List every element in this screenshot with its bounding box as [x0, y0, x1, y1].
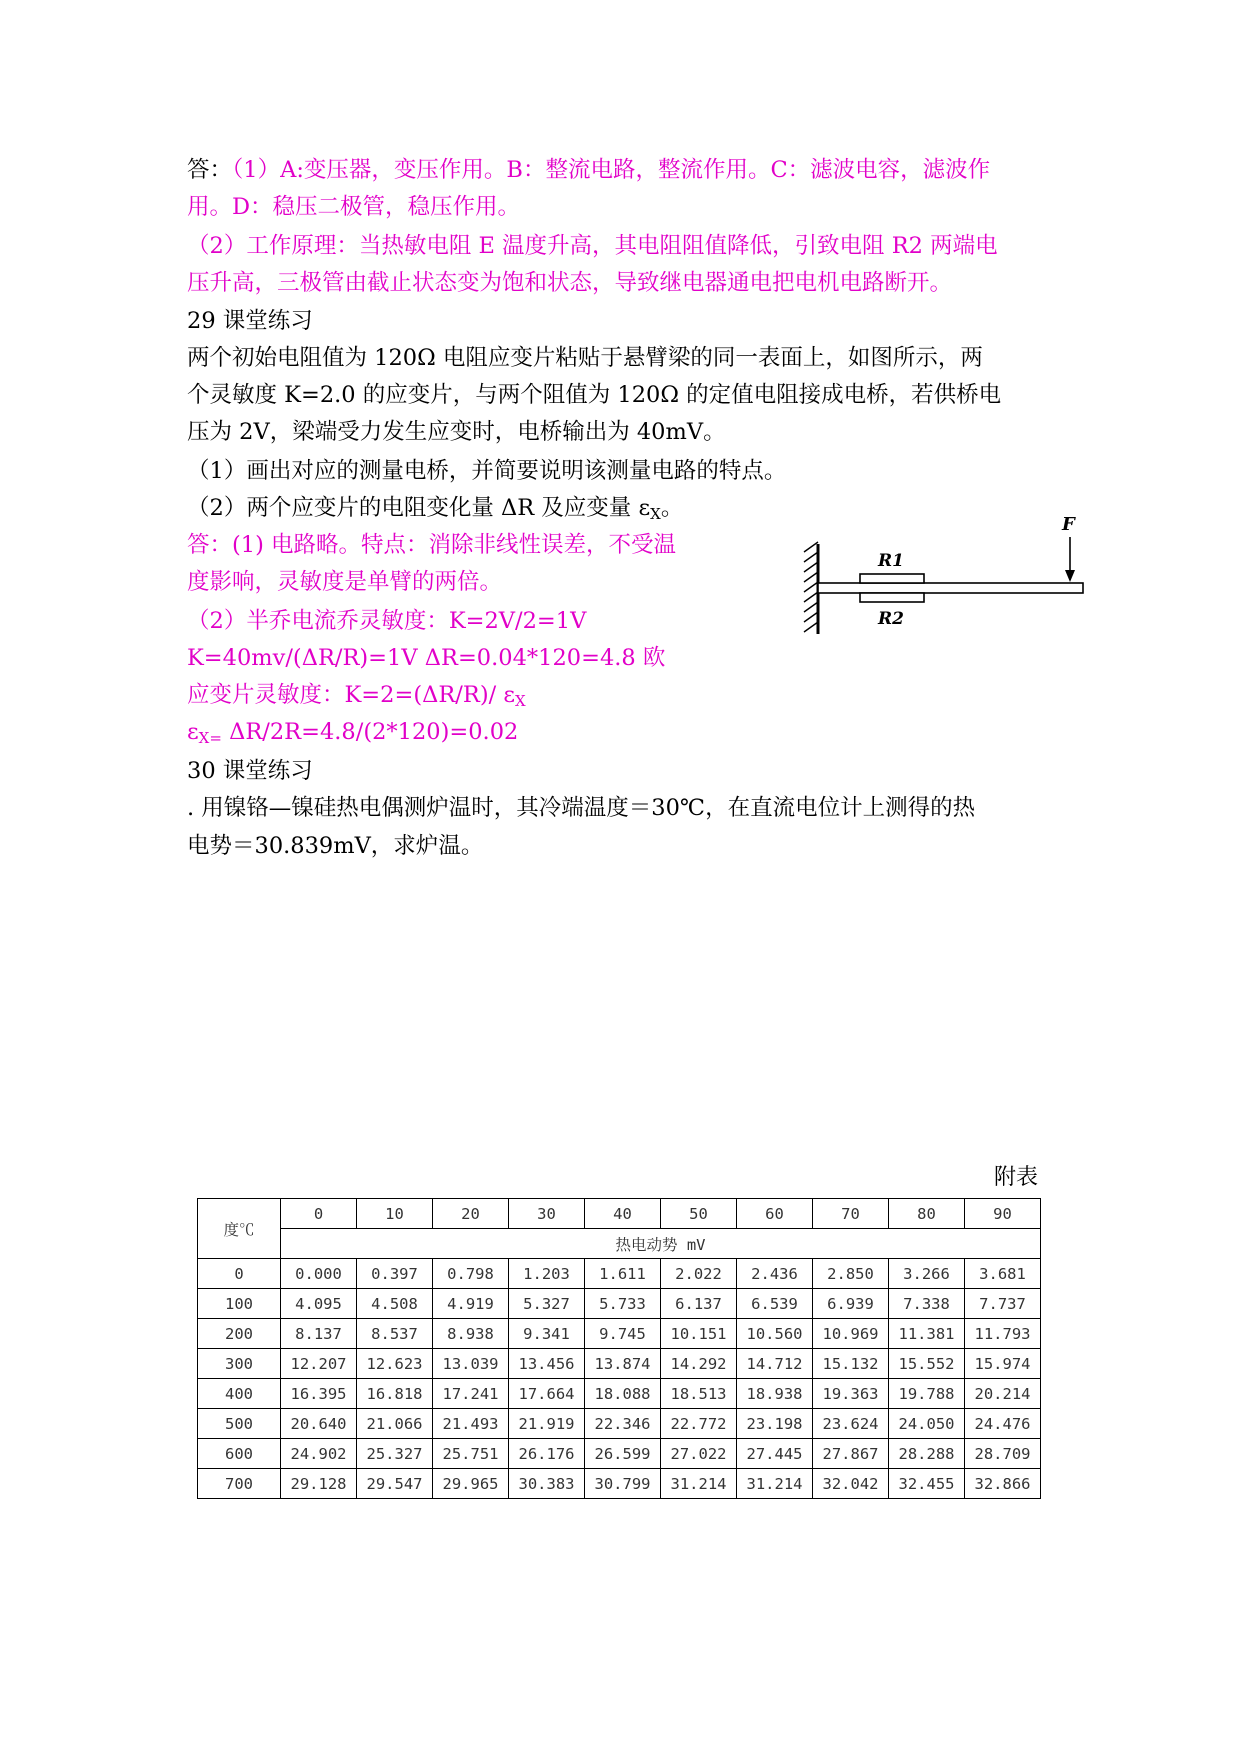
table-cell: 11.381 [889, 1319, 965, 1349]
line-text: （2）两个应变片的电阻变化量 ΔR 及应变量 ε [187, 495, 651, 521]
text-line [187, 453, 786, 490]
table-cell: 3.681 [965, 1259, 1041, 1289]
table-cell: 6.137 [661, 1289, 737, 1319]
table-cell: 8.537 [357, 1319, 433, 1349]
beam [818, 583, 1083, 593]
table-cell: 6.539 [737, 1289, 813, 1319]
line-text: 应变片灵敏度：K=2=(ΔR/R)/ ε [187, 682, 515, 708]
table-cell: 4.919 [433, 1289, 509, 1319]
table-cell: 29.128 [281, 1469, 357, 1499]
table-cell: 31.214 [661, 1469, 737, 1499]
table-cell: 8.938 [433, 1319, 509, 1349]
table-cell: 18.513 [661, 1379, 737, 1409]
thermocouple-table [197, 1198, 1041, 1499]
subheader-row [198, 1229, 1041, 1259]
text-line [187, 152, 990, 189]
table-cell: 13.456 [509, 1349, 585, 1379]
line-text: 两个初始电阻值为 120Ω 电阻应变片粘贴于悬臂梁的同一表面上，如图所示，两 [187, 345, 983, 371]
table-cell: 32.866 [965, 1469, 1041, 1499]
text-line [187, 377, 1001, 414]
table-cell: 7.338 [889, 1289, 965, 1319]
table-cell: 10.151 [661, 1319, 737, 1349]
table-cell: 26.176 [509, 1439, 585, 1469]
line-text: 度影响，灵敏度是单臂的两倍。 [187, 569, 503, 595]
table-cell: 4.508 [357, 1289, 433, 1319]
row-header: 0 [198, 1259, 281, 1289]
table-cell: 18.938 [737, 1379, 813, 1409]
table-cell: 2.436 [737, 1259, 813, 1289]
table-cell: 4.095 [281, 1289, 357, 1319]
table-cell: 0.000 [281, 1259, 357, 1289]
table-cell: 0.397 [357, 1259, 433, 1289]
table-cell: 19.788 [889, 1379, 965, 1409]
table-cell: 6.939 [813, 1289, 889, 1319]
table-cell: 12.207 [281, 1349, 357, 1379]
table-cell: 10.969 [813, 1319, 889, 1349]
table-row [198, 1289, 1041, 1319]
table-cell: 22.772 [661, 1409, 737, 1439]
line-text: 答： [187, 157, 233, 183]
text-line [187, 714, 518, 757]
table-cell: 32.455 [889, 1469, 965, 1499]
row-header: 100 [198, 1289, 281, 1319]
column-header: 80 [889, 1199, 965, 1229]
row-header: 700 [198, 1469, 281, 1499]
r1-label: R1 [878, 551, 904, 571]
text-line [187, 828, 483, 865]
table-cell: 13.874 [585, 1349, 661, 1379]
line-text: 用。D：稳压二极管，稳压作用。 [187, 194, 521, 220]
table-cell: 0.798 [433, 1259, 509, 1289]
table-cell: 13.039 [433, 1349, 509, 1379]
table-row [198, 1259, 1041, 1289]
table-row [198, 1379, 1041, 1409]
line-text: 压为 2V，梁端受力发生应变时，电桥输出为 40mV。 [187, 419, 726, 445]
line-text: ΔR/2R=4.8/(2*120)=0.02 [221, 719, 519, 745]
table-cell: 14.712 [737, 1349, 813, 1379]
table-cell: 10.560 [737, 1319, 813, 1349]
column-header: 60 [737, 1199, 813, 1229]
column-header: 10 [357, 1199, 433, 1229]
table-cell: 28.709 [965, 1439, 1041, 1469]
text-line [187, 640, 665, 677]
text-line [187, 340, 983, 377]
row-header: 400 [198, 1379, 281, 1409]
line-text: 压升高，三极管由截止状态变为饱和状态，导致继电器通电把电机电路断开。 [187, 270, 953, 296]
line-text: 答： [187, 532, 233, 558]
line-text: （1）画出对应的测量电桥，并简要说明该测量电路的特点。 [187, 458, 787, 484]
table-cell: 2.022 [661, 1259, 737, 1289]
table-cell: 23.198 [737, 1409, 813, 1439]
table-cell: 26.599 [585, 1439, 661, 1469]
row-header: 600 [198, 1439, 281, 1469]
table-cell: 15.552 [889, 1349, 965, 1379]
table-cell: 2.850 [813, 1259, 889, 1289]
row-header: 300 [198, 1349, 281, 1379]
table-cell: 21.493 [433, 1409, 509, 1439]
wall-hatching [804, 542, 818, 634]
subscript: X [515, 692, 526, 710]
line-text: （2）工作原理：当热敏电阻 E 温度升高，其电阻阻值降低，引致电阻 R2 两端电 [187, 233, 998, 259]
force-arrowhead [1065, 570, 1075, 582]
text-line [187, 228, 998, 265]
line-text: 。 [660, 495, 684, 521]
table-cell: 1.203 [509, 1259, 585, 1289]
line-text: K=40mv/(ΔR/R)=1V ΔR=0.04*120=4.8 欧 [187, 645, 666, 671]
table-cell: 27.867 [813, 1439, 889, 1469]
table-cell: 28.288 [889, 1439, 965, 1469]
cantilever-beam-figure [796, 512, 1096, 642]
column-header: 90 [965, 1199, 1041, 1229]
column-header: 30 [509, 1199, 585, 1229]
text-line [187, 564, 502, 601]
column-header: 70 [813, 1199, 889, 1229]
table-cell: 1.611 [585, 1259, 661, 1289]
r2-label: R2 [878, 609, 904, 629]
line-text: 电势＝30.839mV，求炉温。 [187, 833, 484, 859]
text-line [187, 303, 313, 340]
table-row [198, 1349, 1041, 1379]
header-row [198, 1199, 1041, 1229]
table-cell: 29.965 [433, 1469, 509, 1499]
table-cell: 11.793 [965, 1319, 1041, 1349]
column-header: 50 [661, 1199, 737, 1229]
unit-subheader: 热电动势 mV [281, 1229, 1041, 1259]
table-cell: 25.751 [433, 1439, 509, 1469]
line-text: 29 课堂练习 [187, 308, 313, 334]
line-text: ε [187, 719, 199, 745]
subscript: X= [198, 729, 222, 747]
table-cell: 3.266 [889, 1259, 965, 1289]
force-label: F [1062, 514, 1075, 535]
table-row [198, 1319, 1041, 1349]
appendix-label: 附表 [994, 1165, 1039, 1190]
table-cell: 12.623 [357, 1349, 433, 1379]
table-cell: 17.241 [433, 1379, 509, 1409]
table-cell: 21.919 [509, 1409, 585, 1439]
table-cell: 24.050 [889, 1409, 965, 1439]
table-row [198, 1469, 1041, 1499]
table-cell: 15.974 [965, 1349, 1041, 1379]
table-cell: 18.088 [585, 1379, 661, 1409]
line-text: (1) 电路略。特点：消除非线性误差，不受温 [232, 532, 677, 558]
table-cell: 9.341 [509, 1319, 585, 1349]
table-cell: 31.214 [737, 1469, 813, 1499]
text-line [187, 790, 975, 827]
table-cell: 22.346 [585, 1409, 661, 1439]
table-row [198, 1439, 1041, 1469]
column-header: 0 [281, 1199, 357, 1229]
table-cell: 9.745 [585, 1319, 661, 1349]
table-cell: 30.383 [509, 1469, 585, 1499]
table-cell: 20.640 [281, 1409, 357, 1439]
table-cell: 24.476 [965, 1409, 1041, 1439]
row-header: 200 [198, 1319, 281, 1349]
table-cell: 17.664 [509, 1379, 585, 1409]
column-header: 40 [585, 1199, 661, 1229]
text-line [187, 189, 520, 226]
row-header: 500 [198, 1409, 281, 1439]
text-line [187, 265, 952, 302]
table-cell: 24.902 [281, 1439, 357, 1469]
table-cell: 5.327 [509, 1289, 585, 1319]
line-text: （1）A:变压器，变压作用。B：整流电路，整流作用。C：滤波电容，滤波作 [232, 157, 991, 183]
strain-gauge-r2 [860, 593, 924, 602]
corner-header: 度℃ [198, 1199, 281, 1259]
table-cell: 7.737 [965, 1289, 1041, 1319]
table-cell: 19.363 [813, 1379, 889, 1409]
table-cell: 15.132 [813, 1349, 889, 1379]
table-row [198, 1409, 1041, 1439]
line-text: （2）半乔电流乔灵敏度：K=2V/2=1V [187, 608, 587, 634]
subscript: X [650, 505, 661, 523]
table-cell: 27.445 [737, 1439, 813, 1469]
table-cell: 27.022 [661, 1439, 737, 1469]
table-cell: 5.733 [585, 1289, 661, 1319]
table-cell: 14.292 [661, 1349, 737, 1379]
text-line [187, 527, 676, 564]
text-line [187, 753, 313, 790]
table-cell: 30.799 [585, 1469, 661, 1499]
table-cell: 23.624 [813, 1409, 889, 1439]
column-header: 20 [433, 1199, 509, 1229]
line-text: 个灵敏度 K=2.0 的应变片，与两个阻值为 120Ω 的定值电阻接成电桥，若供桥电 [187, 382, 1002, 408]
table-cell: 16.395 [281, 1379, 357, 1409]
table-cell: 16.818 [357, 1379, 433, 1409]
strain-gauge-r1 [860, 574, 924, 583]
table-cell: 32.042 [813, 1469, 889, 1499]
table-cell: 20.214 [965, 1379, 1041, 1409]
table-cell: 29.547 [357, 1469, 433, 1499]
text-line [187, 414, 726, 451]
table-cell: 25.327 [357, 1439, 433, 1469]
text-line [187, 603, 586, 640]
line-text: 30 课堂练习 [187, 758, 313, 784]
table-cell: 21.066 [357, 1409, 433, 1439]
line-text: . 用镍铬—镍硅热电偶测炉温时，其冷端温度＝30℃，在直流电位计上测得的热 [187, 795, 976, 821]
table-cell: 8.137 [281, 1319, 357, 1349]
